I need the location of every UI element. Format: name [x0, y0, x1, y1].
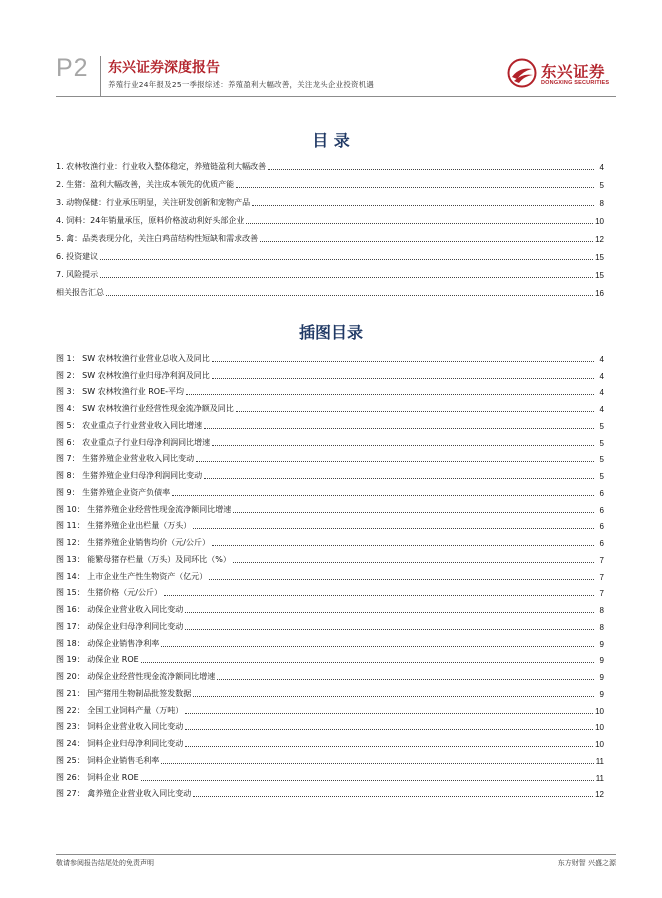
figure-entry-page-number: 5	[599, 438, 604, 448]
toc-entry[interactable]	[56, 262, 604, 280]
toc-entry[interactable]	[56, 244, 604, 262]
figure-entry-label: 图 16： 动保企业营业收入同比变动	[56, 605, 184, 614]
company-logo	[507, 58, 617, 90]
report-subtitle: 养殖行业24年报及25一季报综述：养殖盈利大幅改善，关注龙头企业投资机遇	[108, 80, 375, 89]
figure-entry[interactable]	[56, 632, 604, 649]
figure-entry[interactable]	[56, 448, 604, 465]
dot-leader	[212, 544, 594, 546]
figure-entry-label: 图 26： 饲料企业 ROE	[56, 772, 139, 782]
dot-leader	[185, 628, 594, 630]
figure-entry-page-number: 10	[595, 706, 604, 716]
figure-entry[interactable]	[56, 665, 604, 682]
figure-entry-page-number: 4	[599, 371, 604, 381]
figure-entry-page-number: 11	[595, 756, 604, 766]
toc-entry-label: 7. 风险提示	[56, 270, 99, 279]
dot-leader	[233, 561, 594, 563]
report-title: 东兴证券深度报告	[108, 60, 220, 76]
toc-entry-page-number: 10	[595, 217, 604, 226]
figure-entry[interactable]	[56, 749, 604, 766]
logo-text-cn: 东兴证券	[541, 63, 606, 81]
figure-entry[interactable]	[56, 481, 604, 498]
figure-entry[interactable]	[56, 783, 604, 800]
toc-entry[interactable]	[56, 154, 604, 172]
dot-leader	[193, 695, 594, 697]
figure-entry[interactable]	[56, 766, 604, 783]
dot-leader	[185, 611, 594, 613]
figure-entry-label: 图 3： SW 农林牧渔行业 ROE-平均	[56, 387, 185, 397]
figure-entry-label: 图 21： 国产猪用生物制品批签发数据	[56, 688, 192, 698]
footer-slogan: 东方财智 兴盛之源	[557, 859, 616, 867]
toc-entry[interactable]	[56, 190, 604, 208]
dot-leader	[141, 661, 594, 663]
figure-entry-label: 图 10： 生猪养殖企业经营性现金流净额同比增速	[56, 504, 232, 514]
figure-entry-label: 图 8： 生猪养殖企业归母净利润同比变动	[56, 471, 203, 480]
dot-leader	[100, 276, 593, 278]
dot-leader	[212, 360, 594, 362]
dot-leader	[185, 712, 593, 714]
figure-entry[interactable]	[56, 397, 604, 414]
figure-entry[interactable]	[56, 498, 604, 515]
figure-entry-label: 图 14： 上市企业生产性生物资产（亿元）	[56, 571, 208, 581]
figure-entry-page-number: 5	[599, 455, 604, 465]
header-divider	[100, 56, 101, 96]
dot-leader	[164, 594, 594, 596]
dot-leader	[196, 460, 594, 462]
figure-entry-page-number: 6	[599, 539, 604, 548]
figure-entry-page-number: 10	[595, 723, 604, 733]
figure-entry[interactable]	[56, 364, 604, 381]
figure-entry-label: 图 5： 农业重点子行业营业收入同比增速	[56, 420, 203, 430]
figure-entry[interactable]	[56, 464, 604, 481]
figure-entry-page-number: 9	[599, 673, 604, 682]
figure-entry-page-number: 10	[595, 740, 604, 749]
figure-entry[interactable]	[56, 414, 604, 431]
figure-entry-page-number: 6	[599, 505, 604, 515]
dot-leader	[161, 762, 593, 764]
toc-entry-page-number: 12	[595, 235, 604, 244]
figure-entry-label: 图 15： 生猪价格（元/公斤）	[56, 588, 162, 598]
figure-entry[interactable]	[56, 699, 604, 716]
figure-entry[interactable]	[56, 682, 604, 699]
dot-leader	[193, 527, 594, 529]
figure-entry[interactable]	[56, 381, 604, 398]
figure-entry-page-number: 5	[599, 472, 604, 481]
figure-entry-page-number: 4	[599, 388, 604, 398]
dot-leader	[236, 410, 594, 412]
figure-entry-label: 图 25： 饲料企业销售毛利率	[56, 755, 160, 765]
figure-entry-label: 图 24： 饲料企业归母净利同比变动	[56, 739, 184, 748]
figure-entry-page-number: 4	[599, 405, 604, 414]
page-number: P2	[56, 54, 89, 82]
dot-leader	[236, 186, 594, 188]
figure-entry-label: 图 4： SW 农林牧渔行业经营性现金流净额及同比	[56, 404, 234, 413]
figure-entry-label: 图 6： 农业重点子行业归母净利润同比增速	[56, 437, 211, 447]
figure-entry-label: 图 17： 动保企业归母净利同比变动	[56, 621, 184, 631]
figure-entry[interactable]	[56, 531, 604, 548]
dot-leader	[268, 168, 594, 170]
toc-entry-label: 6. 投资建议	[56, 252, 99, 261]
dot-leader	[204, 427, 594, 429]
dot-leader	[161, 645, 594, 647]
dongxing-logo-icon	[507, 58, 537, 88]
dot-leader	[212, 377, 594, 379]
figure-entry-page-number: 7	[599, 572, 604, 582]
toc-title: 目 录	[312, 131, 350, 150]
toc-entry-page-number: 5	[599, 181, 604, 190]
figure-entry[interactable]	[56, 649, 604, 666]
toc-entry-label: 相关报告汇总	[56, 288, 104, 297]
figure-entry-label: 图 12： 生猪养殖企业销售均价（元/公斤）	[56, 538, 210, 547]
figure-entry-page-number: 5	[599, 421, 604, 431]
figure-entry-page-number: 9	[599, 689, 604, 699]
figure-entry-label: 图 22： 全国工业饲料产量（万吨）	[56, 705, 184, 715]
dot-leader	[233, 511, 594, 513]
figure-entry[interactable]	[56, 431, 604, 448]
figure-entry[interactable]	[56, 548, 604, 565]
figure-list-title: 插图目录	[298, 323, 363, 342]
toc-entry-page-number: 8	[599, 199, 604, 208]
toc-entry[interactable]	[56, 226, 604, 244]
figure-entry-page-number: 11	[595, 773, 604, 783]
toc-entry-page-number: 16	[595, 289, 604, 298]
figure-entry-page-number: 12	[595, 790, 604, 800]
toc-entry-page-number: 4	[599, 163, 604, 172]
figure-entry-label: 图 9： 生猪养殖企业资产负债率	[56, 487, 171, 497]
toc-list	[56, 154, 604, 298]
toc-entry-label: 4. 饲料：24年销量承压，原料价格波动利好头部企业	[56, 216, 245, 225]
dot-leader	[100, 258, 593, 260]
dot-leader	[252, 204, 594, 206]
figure-entry-label: 图 2： SW 农林牧渔行业归母净利润及同比	[56, 370, 210, 380]
figure-entry-label: 图 20： 动保企业经营性现金流净额同比增速	[56, 672, 216, 681]
figure-entry[interactable]	[56, 582, 604, 599]
figure-entry-page-number: 9	[599, 656, 604, 666]
figure-entry[interactable]	[56, 615, 604, 632]
figure-entry-label: 图 11： 生猪养殖企业出栏量（万头）	[56, 521, 192, 531]
dot-leader	[212, 444, 594, 446]
dot-leader	[172, 494, 594, 496]
header-rule	[56, 96, 616, 97]
dot-leader	[209, 578, 594, 580]
figure-entry[interactable]	[56, 347, 604, 364]
toc-entry-page-number: 15	[595, 271, 604, 280]
toc-entry[interactable]	[56, 280, 604, 298]
figure-entry-page-number: 4	[599, 354, 604, 364]
dot-leader	[185, 728, 593, 730]
toc-entry-page-number: 15	[595, 253, 604, 262]
dot-leader	[186, 393, 594, 395]
figure-entry-label: 图 19： 动保企业 ROE	[56, 655, 139, 665]
figure-entry-label: 图 1： SW 农林牧渔行业营业总收入及同比	[56, 353, 210, 363]
figure-entry[interactable]	[56, 732, 604, 749]
figure-entry[interactable]	[56, 598, 604, 615]
footer-disclaimer: 敬请参阅报告结尾处的免责声明	[56, 859, 154, 867]
figure-entry-page-number: 8	[599, 622, 604, 632]
figure-entry-page-number: 6	[599, 522, 604, 532]
figure-entry-label: 图 7： 生猪养殖企业营业收入同比变动	[56, 454, 195, 464]
figure-entry[interactable]	[56, 716, 604, 733]
toc-entry-label: 3. 动物保健：行业承压明显，关注研发创新和宠物产品	[56, 198, 251, 207]
logo-text-en: DONGXING SECURITIES	[541, 80, 610, 86]
dot-leader	[246, 222, 593, 224]
figure-entry-page-number: 9	[599, 639, 604, 649]
figure-entry[interactable]	[56, 565, 604, 582]
toc-entry[interactable]	[56, 172, 604, 190]
figure-entry-label: 图 27： 禽养殖企业营业收入同比变动	[56, 789, 192, 799]
dot-leader	[217, 678, 594, 680]
figure-entry-page-number: 7	[599, 589, 604, 599]
figure-entry[interactable]	[56, 515, 604, 532]
toc-entry-label: 1. 农林牧渔行业：行业收入整体稳定，养殖链盈利大幅改善	[56, 162, 267, 171]
figure-entry-label: 图 18： 动保企业销售净利率	[56, 638, 160, 648]
figure-entry-label: 图 23： 饲料企业营业收入同比变动	[56, 722, 184, 732]
figure-entry-label: 图 13： 能繁母猪存栏量（万头）及同环比（%）	[56, 554, 231, 564]
toc-entry-label: 5. 禽：品类表现分化，关注白鸡苗结构性短缺和需求改善	[56, 234, 259, 243]
toc-entry-label: 2. 生猪：盈利大幅改善，关注成本领先的优质产能	[56, 180, 235, 189]
dot-leader	[141, 779, 594, 781]
dot-leader	[106, 294, 593, 296]
figure-list	[56, 347, 604, 799]
toc-entry[interactable]	[56, 208, 604, 226]
figure-entry-page-number: 7	[599, 555, 604, 565]
figure-entry-page-number: 8	[599, 606, 604, 615]
dot-leader	[260, 240, 593, 242]
dot-leader	[193, 795, 593, 797]
figure-entry-page-number: 6	[599, 488, 604, 498]
dot-leader	[204, 477, 594, 479]
dot-leader	[185, 745, 593, 747]
footer-rule	[56, 854, 616, 855]
